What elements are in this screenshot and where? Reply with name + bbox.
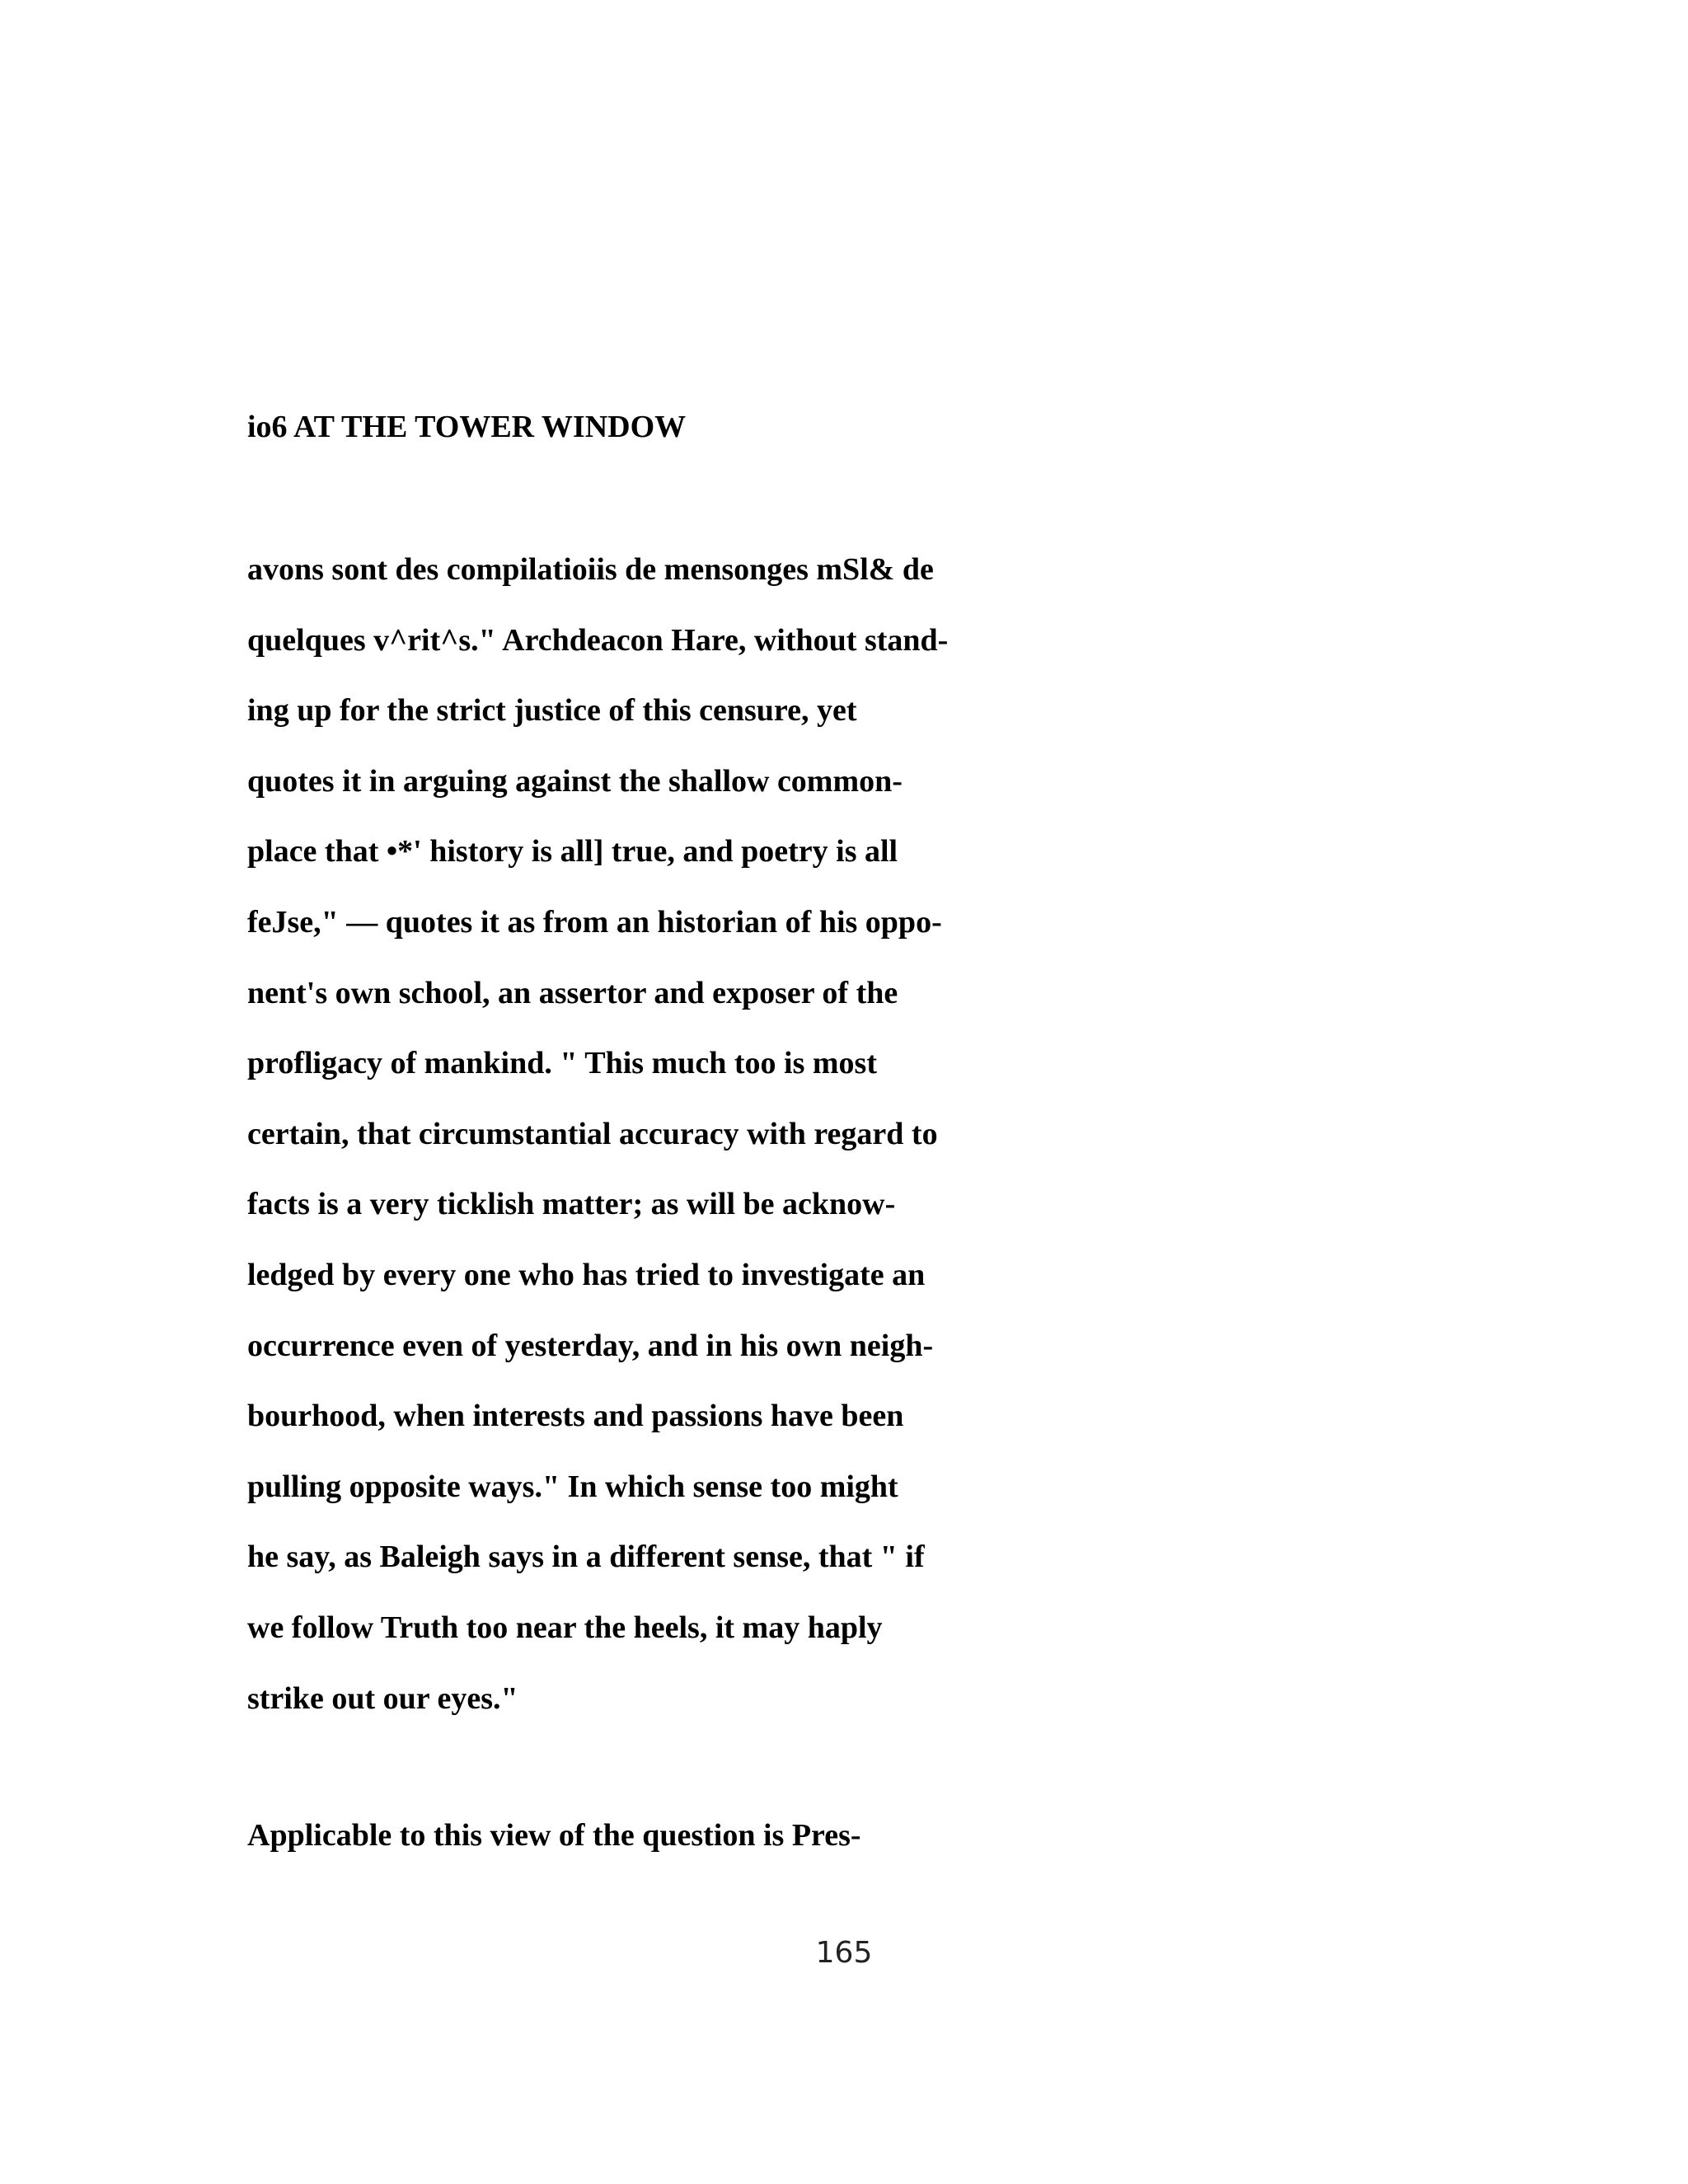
text-line: pulling opposite ways." In which sense too might: [247, 1469, 898, 1504]
running-header: io6 AT THE TOWER WINDOW: [247, 410, 687, 444]
text-line: quelques v^rit^s." Archdeacon Hare, without stand-: [247, 622, 949, 658]
text-line: nent's own school, an assertor and exposer of the: [247, 975, 898, 1010]
text-line: quotes it in arguing against the shallow common-: [247, 763, 903, 799]
text-line: bourhood, when interests and passions have been: [247, 1399, 904, 1434]
text-line: Applicable to this view of the question is Pres-: [247, 1818, 861, 1853]
text-line: ing up for the strict justice of this censure, yet: [247, 693, 857, 729]
text-line: facts is a very ticklish matter; as will be acknow-: [247, 1187, 896, 1222]
text-line: strike out our eyes.": [247, 1680, 518, 1716]
text-line: we follow Truth too near the heels, it may haply: [247, 1610, 883, 1645]
page-number: 165: [815, 1936, 873, 1970]
body-paragraph: [247, 1801, 861, 1872]
body-paragraph: [247, 535, 948, 1734]
text-line: feJse," — quotes it as from an historian of his oppo-: [247, 904, 942, 940]
text-line: he say, as Baleigh says in a different sense, that " if: [247, 1540, 925, 1575]
text-line: ledged by every one who has tried to investigate an: [247, 1257, 926, 1292]
text-line: profligacy of mankind. " This much too is most: [247, 1046, 877, 1081]
text-line: occurrence even of yesterday, and in his own neigh-: [247, 1328, 934, 1363]
text-line: certain, that circumstantial accuracy with regard to: [247, 1116, 938, 1151]
text-line: place that •*' history is all] true, and poetry is all: [247, 834, 898, 869]
text-line: avons sont des compilatioiis de mensonges mSl& de: [247, 552, 934, 587]
